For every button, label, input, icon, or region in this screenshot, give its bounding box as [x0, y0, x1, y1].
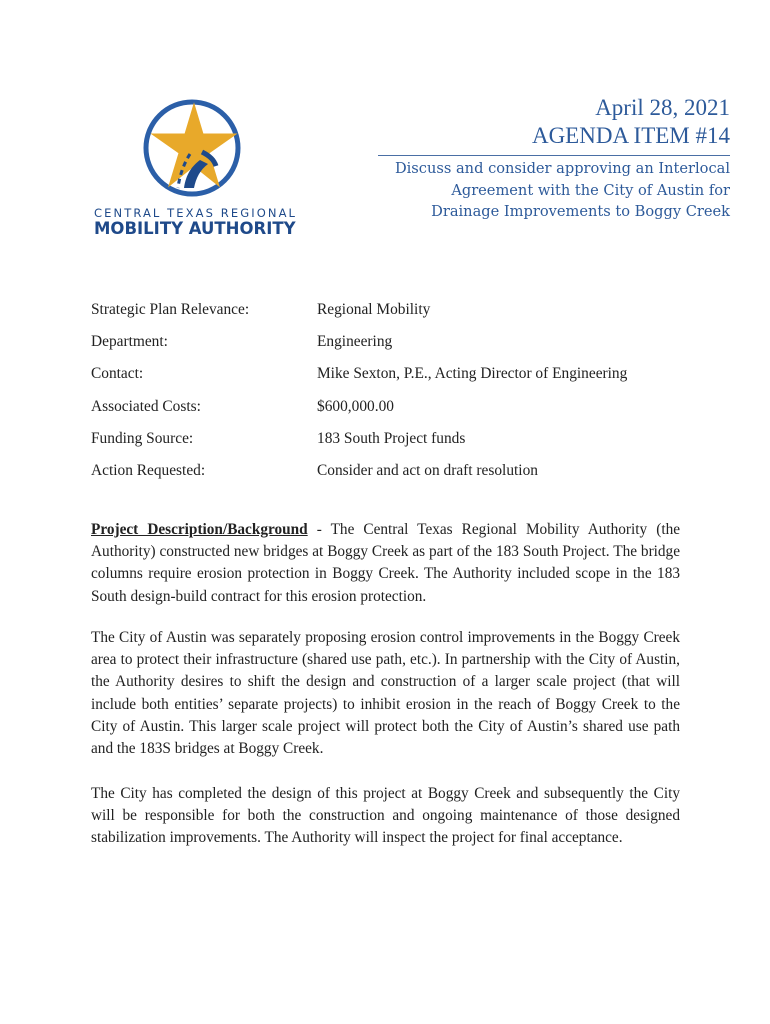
meta-label: Funding Source:: [91, 429, 194, 447]
meta-row-strategic-plan: [91, 298, 691, 330]
meta-value: Engineering: [317, 333, 393, 351]
document-header: [370, 94, 730, 150]
star-road-logo-icon: [140, 96, 244, 200]
meta-label: Contact:: [91, 365, 144, 383]
paragraph-background: [91, 519, 680, 608]
meta-row-funding-source: [91, 427, 691, 459]
agency-logo: [92, 96, 298, 241]
subject-line: Drainage Improvements to Boggy Creek: [431, 203, 730, 220]
meta-value: Mike Sexton, P.E., Acting Director of Engineering: [317, 365, 628, 383]
meta-label: Strategic Plan Relevance:: [91, 301, 250, 318]
paragraph-text: - The Central Texas Regional Mobility Authority (the Authority) constructed new bridges at Boggy Creek as part of the 183 South Project. The bridge columns require erosion protection in Boggy Creek. The Authority included scope in the 183 South design-build contract for this erosion protection.: [91, 521, 681, 605]
subject-line: Discuss and consider approving an Interlocal: [394, 160, 730, 177]
logo-text-line2: MOBILITY AUTHORITY: [94, 219, 296, 238]
meta-label: Associated Costs:: [91, 397, 201, 415]
meta-value: $600,000.00: [317, 397, 394, 415]
meta-row-associated-costs: [91, 395, 691, 427]
agenda-metadata: [91, 298, 691, 491]
meta-value: 183 South Project funds: [317, 429, 466, 447]
paragraph-partnership: The City of Austin was separately proposing erosion control improvements in the Boggy Creek area to protect their infrastructure (shared use path, etc.). In partnership with the City of Austin, the Authority desires to shift the design and construction of a larger scale project (that will include both entities’ separate projects) to inhibit erosion in the reach of Boggy Creek to the City of Austin. This larger scale project will protect both the City of Austin’s shared use path and the 183S bridges at Boggy Creek.: [91, 629, 680, 758]
meta-row-department: [91, 330, 691, 362]
meeting-date: April 28, 2021: [595, 95, 730, 120]
meta-value: Regional Mobility: [317, 301, 431, 318]
meta-label: Department:: [91, 333, 168, 351]
logo-text-line1: CENTRAL TEXAS REGIONAL: [94, 206, 298, 220]
paragraph-completion: The City has completed the design of this project at Boggy Creek and subsequently the City will be responsible for both the construction and ongoing maintenance of those designed stabilization improvements. The Authority will inspect the project for final acceptance.: [91, 785, 680, 847]
agenda-subject: [370, 158, 730, 223]
header-divider: [378, 155, 730, 156]
meta-row-action-requested: [91, 459, 691, 491]
meta-row-contact: [91, 362, 691, 394]
agenda-item-number: AGENDA ITEM #14: [531, 123, 730, 148]
meta-label: Action Requested:: [91, 461, 206, 479]
meta-value: Consider and act on draft resolution: [317, 461, 538, 479]
paragraph-heading: Project Description/Background: [91, 521, 308, 538]
subject-line: Agreement with the City of Austin for: [451, 181, 730, 199]
